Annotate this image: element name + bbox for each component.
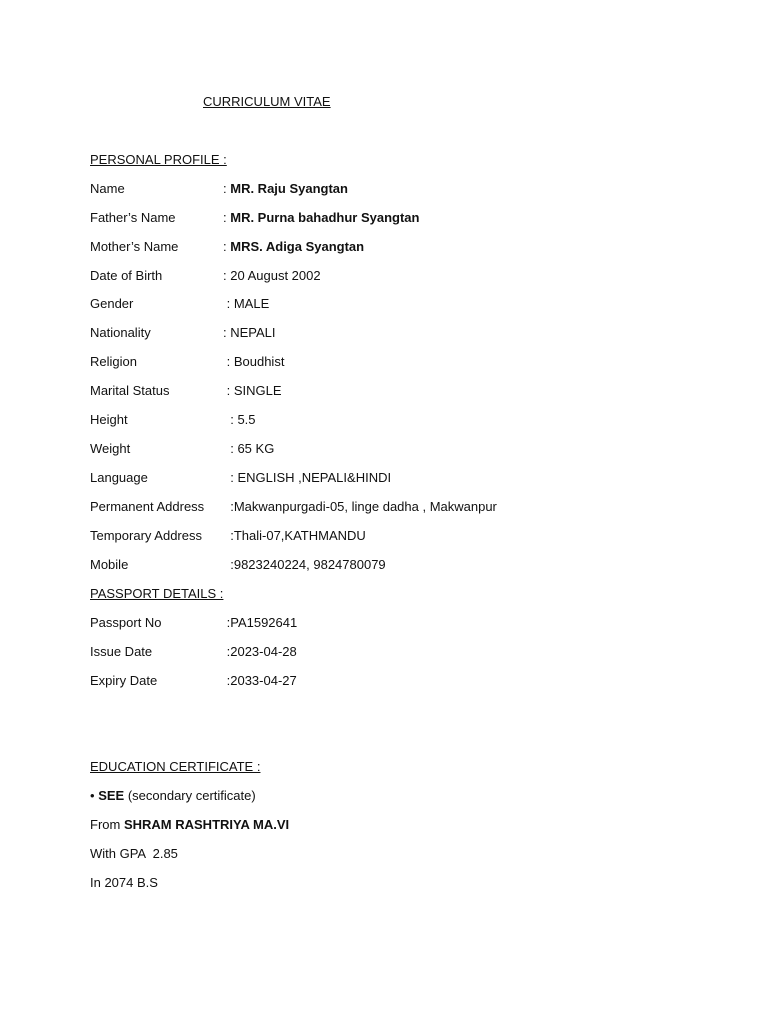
name-label: Name (90, 181, 125, 196)
temporary-address-label: Temporary Address (90, 528, 202, 543)
father-name-label: Father’s Name (90, 210, 176, 225)
marital-status-value: SINGLE (233, 383, 282, 398)
marital-status-label: Marital Status (90, 383, 170, 398)
mobile-value-wrap (223, 557, 386, 572)
passport-details-heading: PASSPORT DETAILS : (90, 586, 224, 601)
nationality-prefix: : (223, 325, 231, 340)
height-label: Height (90, 412, 128, 427)
father-name-value-wrap (223, 210, 419, 225)
height-value: 5.5 (237, 412, 256, 427)
mother-name-value-wrap (223, 239, 364, 254)
weight-prefix: : (223, 441, 238, 456)
mother-name-label: Mother’s Name (90, 239, 179, 254)
height-prefix: : (223, 412, 238, 427)
gpa-line: With GPA 2.85 (90, 846, 178, 861)
nationality-value-wrap (223, 325, 276, 340)
religion-value-wrap (223, 354, 284, 369)
passport-no-label: Passport No (90, 615, 162, 630)
mother-name-prefix: : (223, 239, 231, 254)
mobile-value: 9823240224, 9824780079 (233, 557, 386, 572)
religion-label: Religion (90, 354, 137, 369)
mobile-prefix: : (223, 557, 234, 572)
exam-name: SEE (98, 788, 125, 803)
language-value: ENGLISH ,NEPALI&HINDI (237, 470, 392, 485)
issue-date-value-wrap (223, 644, 297, 659)
religion-prefix: : (223, 354, 234, 369)
permanent-address-label: Permanent Address (90, 499, 205, 514)
mobile-label: Mobile (90, 557, 129, 572)
issue-date-label: Issue Date (90, 644, 153, 659)
language-label: Language (90, 470, 148, 485)
temporary-address-value: Thali-07,KATHMANDU (233, 528, 366, 543)
gender-prefix: : (223, 296, 234, 311)
temporary-address-prefix: : (223, 528, 234, 543)
gender-value: MALE (233, 296, 270, 311)
issue-date-value: 2023-04-28 (230, 644, 297, 659)
passport-no-prefix: : (223, 615, 231, 630)
see-line (90, 788, 256, 803)
nationality-value: NEPALI (230, 325, 276, 340)
permanent-address-prefix: : (223, 499, 234, 514)
weight-value: 65 KG (237, 441, 275, 456)
nationality-label: Nationality (90, 325, 151, 340)
gender-label: Gender (90, 296, 134, 311)
education-heading: EDUCATION CERTIFICATE : (90, 759, 261, 774)
permanent-address-value-wrap (223, 499, 497, 514)
gender-value-wrap (223, 296, 269, 311)
temporary-address-value-wrap (223, 528, 366, 543)
dob-value-wrap (223, 268, 321, 283)
marital-status-prefix: : (223, 383, 234, 398)
dob-value: 20 August 2002 (230, 268, 321, 283)
passport-no-value: PA1592641 (230, 615, 298, 630)
language-value-wrap (223, 470, 391, 485)
name-value-wrap (223, 181, 348, 196)
school-line (90, 817, 289, 832)
expiry-date-prefix: : (223, 673, 231, 688)
personal-profile-heading: PERSONAL PROFILE : (90, 152, 227, 167)
passport-no-value-wrap (223, 615, 297, 630)
religion-value: Boudhist (233, 354, 285, 369)
document-title: CURRICULUM VITAE (203, 94, 331, 109)
height-value-wrap (223, 412, 256, 427)
year-line: In 2074 B.S (90, 875, 158, 890)
expiry-date-value: 2033-04-27 (230, 673, 297, 688)
dob-label: Date of Birth (90, 268, 163, 283)
father-name-prefix: : (223, 210, 231, 225)
school-name: SHRAM RASHTRIYA MA.VI (123, 817, 290, 832)
weight-value-wrap (223, 441, 274, 456)
name-prefix: : (223, 181, 231, 196)
permanent-address-value: Makwanpurgadi-05, linge dadha , Makwanpur (233, 499, 497, 514)
dob-prefix: : (223, 268, 231, 283)
bullet-icon: • (90, 788, 95, 803)
weight-label: Weight (90, 441, 131, 456)
issue-date-prefix: : (223, 644, 231, 659)
marital-status-value-wrap (223, 383, 282, 398)
expiry-date-value-wrap (223, 673, 297, 688)
from-label: From (90, 817, 124, 832)
father-name-value: MR. Purna bahadhur Syangtan (230, 210, 420, 225)
mother-name-value: MRS. Adiga Syangtan (230, 239, 365, 254)
language-prefix: : (223, 470, 238, 485)
exam-note: (secondary certificate) (124, 788, 256, 803)
name-value: MR. Raju Syangtan (230, 181, 348, 196)
expiry-date-label: Expiry Date (90, 673, 158, 688)
